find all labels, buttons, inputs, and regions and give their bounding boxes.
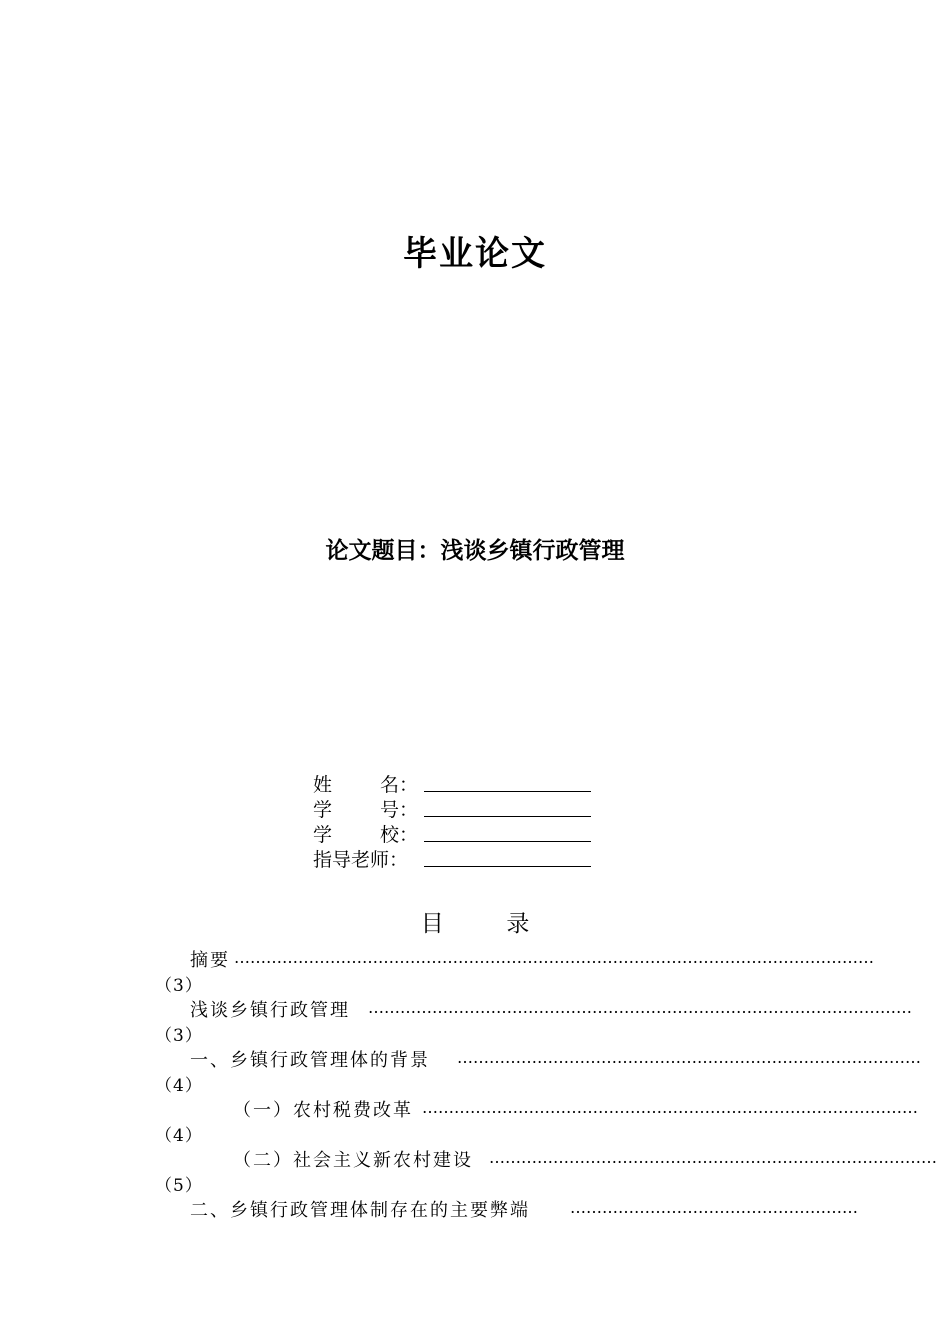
toc-leader-dots: ……………………………………………… — [570, 1198, 858, 1217]
name-label-char-1: 姓 — [313, 774, 333, 796]
toc-page-number: （5） — [155, 1176, 203, 1196]
toc-page-number: （3） — [155, 1026, 203, 1046]
toc-leader-dots: ………………………………………………………………………… — [489, 1148, 937, 1167]
toc-entry[interactable] — [233, 1146, 937, 1171]
toc-heading — [0, 905, 950, 938]
toc-leader-dots: ………………………………………………………………………………………………………… — [234, 948, 874, 967]
toc-entry-title: 一、乡镇行政管理体的背景 — [190, 1050, 430, 1071]
toc-page-number: （4） — [155, 1076, 203, 1096]
toc-entry-title: 浅谈乡镇行政管理 — [190, 1000, 350, 1021]
toc-entry[interactable] — [233, 1096, 918, 1121]
toc-entry[interactable] — [190, 996, 912, 1021]
toc-page-number: （3） — [155, 976, 203, 996]
advisor-row — [313, 845, 613, 870]
school-blank-line[interactable] — [424, 841, 591, 842]
student-id-blank-line[interactable] — [424, 816, 591, 817]
toc-page-number: （4） — [155, 1126, 203, 1146]
name-blank-line[interactable] — [424, 791, 591, 792]
advisor-blank-line[interactable] — [424, 866, 591, 867]
student-id-label-char-2: 号： — [380, 799, 419, 821]
school-label-char-2: 校： — [380, 824, 419, 846]
toc-heading-char-1: 目 — [420, 911, 444, 937]
advisor-label-text: 指导老师： — [313, 849, 409, 871]
student-id-row — [313, 795, 613, 820]
school-label-char-1: 学 — [313, 824, 333, 846]
student-info-block — [313, 770, 613, 870]
toc-heading-char-2: 录 — [506, 911, 530, 937]
toc-entry-title: 摘要 — [190, 950, 230, 971]
thesis-topic: 论文题目：浅谈乡镇行政管理 — [325, 538, 625, 564]
toc-entry-title: （一）农村税费改革 — [233, 1100, 413, 1121]
toc-leader-dots: …………………………………………………………………………… — [457, 1048, 921, 1067]
toc-entry-title: 二、乡镇行政管理体制存在的主要弊端 — [190, 1200, 530, 1221]
toc-leader-dots: ………………………………………………………………………………………… — [368, 998, 912, 1017]
toc-entry[interactable] — [190, 946, 874, 971]
school-row — [313, 820, 613, 845]
toc-entry-title: （二）社会主义新农村建设 — [233, 1150, 473, 1171]
name-label-char-2: 名： — [380, 774, 419, 796]
name-row — [313, 770, 613, 795]
toc-leader-dots: ………………………………………………………………………………… — [422, 1098, 918, 1117]
thesis-title: 毕业论文 — [403, 234, 547, 274]
toc-entry[interactable] — [190, 1196, 858, 1221]
toc-entry[interactable] — [190, 1046, 921, 1071]
student-id-label-char-1: 学 — [313, 799, 333, 821]
